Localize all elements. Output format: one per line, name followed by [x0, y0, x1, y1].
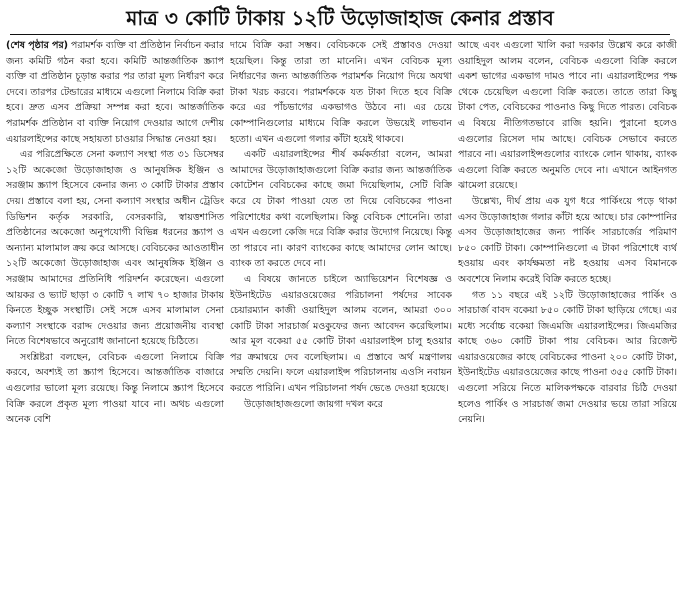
- paragraph: [6, 147, 224, 350]
- paragraph: [458, 288, 677, 428]
- column-1: [6, 38, 224, 604]
- paragraph: [6, 38, 224, 147]
- headline: মাত্র ৩ কোটি টাকায় ১২টি উড়োজাহাজ কেনার প্রস্তাব: [10, 4, 670, 35]
- paragraph-text: সংশ্লিষ্টরা বলছেন, বেবিচক এগুলো নিলামে বিক্রি করবে, অবশ্যই তা স্ক্র্যাপ হিসেবে। আন্তর্জাতিক বাজারে এগুলোর ভালো মূল্য রয়েছে। কিন্তু নিলামে স্ক্র্যাপ হিসেবে বিক্রি করলে প্রকৃত মূল্য পাওয়া যাবে না। অথচ এগুলো অনেক বেশি: [6, 351, 224, 426]
- paragraph-text: দামে বিক্রি করা সম্ভব। বেবিচককে সেই প্রস্তাবও দেওয়া হয়েছিল। কিন্তু তারা তা মানেনি। এখন বেবিচক মূল্য নির্ধারণের জন্য আন্তর্জাতিক পরামর্শক নিয়োগ দিয়ে অযথা টাকা খরচ করবে। পরামর্শককে যত টাকা দিতে হবে বিক্রি করে এর পাঁচভাগের একভাগও উঠবে না। এর চেয়ে কোম্পানিগুলোর মাধ্যমে বিক্রি করলে উভয়েই লাভবান হতো। এখন এগুলো গলার কাঁটা হয়েই থাকবে।: [230, 40, 452, 145]
- paragraph-text: উল্লেখ্য, দীর্ঘ প্রায় এক যুগ ধরে পার্কিংয়ে পড়ে থাকা এসব উড়োজাহাজ গলার কাঁটা হয়ে আছে। চার কোম্পানির এসব উড়োজাহাজের জন্য পার্কিং সারচার্জের পরিমাণ ৮৫০ কোটি টাকা। কোম্পানিগুলো এ টাকা পরিশোধে ব্যর্থ হওয়ায় এবং কার্যক্ষমতা নষ্ট হওয়ায় এসব বিমানকে অবশেষে নিলাম করেই বিক্রি করতে হচ্ছে।: [458, 195, 677, 285]
- paragraph-text: আছে এবং এগুলো খালি করা দরকার উল্লেখ করে কাজী ওয়াহিদুল আলম বলেন, বেবিচক এগুলো বিক্রি করলে একশ ভাগের একভাগ দামও পাবে না। এয়ারলাইন্সের পক্ষ থেকে চেয়েছিল এগুলো বিক্রি করতে। তাতে তারা কিছু টাকা পেত, বেবিচকের পাওনাও কিছু দিতে পারত। বেবিচক এ বিষয়ে নীতিগতভাবে রাজি হয়নি। পুরানো হলেও এগুলোর রিসেল দাম আছে। বেবিচক সেভাবে করতে পারবে না। এয়ারলাইন্সগুলোর ব্যাংকে লোন থাকায়, ব্যাংক এগুলো বিক্রি করতে অনুমতি দেবে না। এখানে আইনগত ঝামেলা রয়েছে।: [458, 40, 677, 192]
- paragraph: [230, 147, 452, 272]
- paragraph: [230, 272, 452, 397]
- paragraph-text: এর পরিপ্রেক্ষিতে সেনা কল্যাণ সংস্থা গত ৩১ ডিসেম্বর ১২টি অকেজো উড়োজাহাজ ও আনুষঙ্গিক ইঞ্জিন ও সরঞ্জাম স্ক্র্যাপ হিসেবে কেনার জন্য ৩ কোটি টাকার প্রস্তাব দেয়। প্রস্তাবে বলা হয়, সেনা কল্যাণ সংস্থার অধীন ট্রেডিং ডিভিশন কর্তৃক সরকারি, বেসরকারি, স্বায়ত্তশাসিত প্রতিষ্ঠানের অকেজো অনুপযোগী বিভিন্ন ধরনের স্ক্র্যাপ ও অন্যান্য মালামাল ক্রয় করে আসছে। বেবিচকের আওতাধীন ১২টি অকেজো উড়োজাহাজ এবং আনুষঙ্গিক ইঞ্জিন ও সরঞ্জাম আমাদের প্রতিনিধি পরিদর্শন করেছেন। এগুলো আয়কর ও ভ্যাট ছাড়া ৩ কোটি ৭ লাখ ৭০ হাজার টাকায় কিনতে ইচ্ছুক সংস্থাটি। সেই সঙ্গে এসব মালামাল সেনা কল্যাণ সংস্থাকে বরাদ্দ দেওয়ার জন্য প্রয়োজনীয় ব্যবস্থা নিতে বিশেষভাবে অনুরোধ জানানো হয়েছে চিঠিতে।: [6, 149, 224, 348]
- paragraph-text: উড়োজাহাজগুলো জায়গা দখল করে: [244, 398, 383, 410]
- paragraph: [230, 397, 452, 413]
- paragraph: [458, 194, 677, 288]
- paragraph: [6, 350, 224, 428]
- paragraph: [458, 38, 677, 194]
- paragraph-text: পরামর্শক ব্যক্তি বা প্রতিষ্ঠান নির্বাচন করার জন্য কমিটি গঠন করা হবে। কমিটি আন্তর্জাতিক স্ক্র্যাপ ব্যক্তি বা প্রতিষ্ঠান চূড়ান্ত করার পর তারা মূল্য নির্ধারণ করে দেবে। তারপর টেন্ডারের মাধ্যমে এগুলো নিলামে বিক্রি করা হবে। দ্রুত এসব প্রক্রিয়া সম্পন্ন করা হবে। আন্তর্জাতিক পরামর্শক প্রতিষ্ঠান বা ব্যক্তি নিয়োগ দেওয়ার আগে দেশীয় এয়ারলাইন্সের কাছে সহায়তা চাওয়ার সিদ্ধান্ত নেওয়া হয়।: [6, 40, 224, 145]
- paragraph-text: গত ১১ বছরে এই ১২টি উড়োজাহাজের পার্কিং ও সারচার্জ বাবদ বকেয়া ৮৫০ কোটি টাকা ছাড়িয়ে গেছে। এর মধ্যে সর্বোচ্চ বকেয়া জিএমজি এয়ারলাইন্সের। জিএমজির কাছে ৩৬০ কোটি টাকা পায় বেবিচক। আর রিজেন্ট এয়ারওয়েজের কাছে বেবিচকের পাওনা ২০০ কোটি টাকা, ইউনাইটেড এয়ারওয়েজের কাছে পাওনা ৩৫৫ কোটি টাকা। এগুলো সরিয়ে নিতে মালিকপক্ষকে বারবার চিঠি দেওয়া হলেও পার্কিং ও সারচার্জ জমা দেওয়ার ভয়ে তারা সরিয়ে নেয়নি।: [458, 289, 677, 426]
- column-3: [458, 38, 677, 604]
- paragraph-text: এ বিষয়ে জানতে চাইলে অ্যাভিয়েশন বিশেষজ্ঞ ও ইউনাইটেড এয়ারওয়েজের পরিচালনা পর্ষদের সাবেক চেয়ারম্যান কাজী ওয়াহিদুল আলম বলেন, আমরা ৩০০ কোটি টাকা সারচার্জ মওকুফের জন্য আবেদন করেছিলাম। আর মূল বকেয়া ৫৫ কোটি টাকা এয়ারলাইন্স চালু হওয়ার পর ক্রমান্বয়ে দেব বলেছিলাম। এ প্রস্তাবে অর্থ মন্ত্রণালয় সম্মতি দেয়নি। ফলে এয়ারলাইন্স পরিচালনায় এওসি নবায়ন করতে পারিনি। এখন পরিচালনা পর্ষদ ভেঙে দেওয়া হয়েছে।: [230, 273, 452, 395]
- paragraph: [230, 38, 452, 147]
- continuation-marker: (শেষ পৃষ্ঠার পর): [6, 40, 68, 51]
- paragraph-text: একটি এয়ারলাইন্সের শীর্ষ কর্মকর্তারা বলেন, আমরা আমাদের উড়োজাহাজগুলো বিক্রি করার জন্য আন্তর্জাতিক কোটেশন বেবিচকের কাছে জমা দিয়েছিলাম, সেটি বিক্রি করে যে টাকা পাওয়া যেত তা দিয়ে বেবিচকের পাওনা পরিশোধের কথা বলেছিলাম। কিন্তু বেবিচক শোনেনি। তারা এখন এগুলো কেজি দরে বিক্রি করার উদ্যোগ নিয়েছে। কিন্তু তা পারবে না। কারণ ব্যাংকের কাছে আমাদের লোন আছে। ব্যাংক তা করতে দেবে না।: [230, 149, 452, 270]
- column-2: [230, 38, 452, 604]
